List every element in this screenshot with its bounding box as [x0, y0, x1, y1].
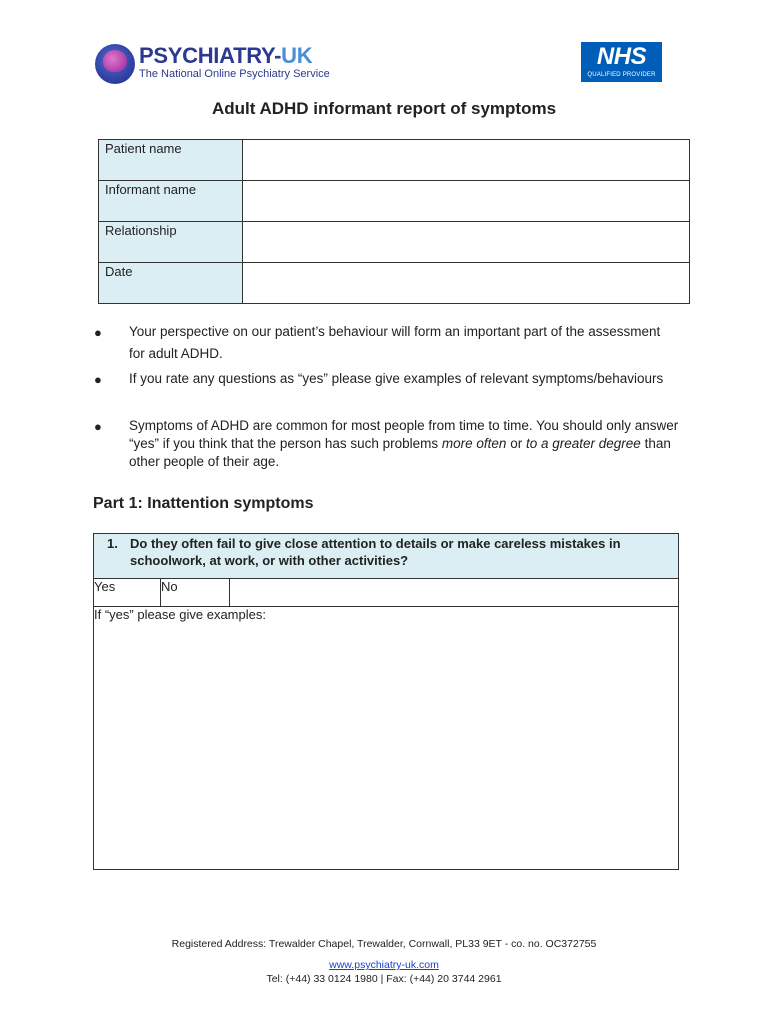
bullet-3-emphasis-2: to a greater degree: [525, 436, 641, 451]
informant-name-field[interactable]: [243, 181, 690, 222]
bullet-3-icon: ●: [94, 419, 102, 434]
brain-icon: [103, 50, 127, 72]
table-row: [99, 222, 690, 263]
page-title: Adult ADHD informant report of symptoms: [211, 99, 557, 118]
website-link[interactable]: www.psychiatry-uk.com: [329, 959, 439, 971]
date-label: Date: [99, 263, 243, 304]
bullet-2-text: If you rate any questions as “yes” please give examples of relevant symptoms/behaviours: [129, 371, 664, 386]
no-option[interactable]: No: [161, 579, 230, 607]
table-row: [99, 263, 690, 304]
question-1-number: 1.: [107, 536, 118, 551]
question-1-table: [93, 533, 679, 870]
nhs-logo-word: NHS: [596, 43, 647, 70]
logo-title: PSYCHIATRY-UK: [139, 43, 313, 68]
relationship-label: Relationship: [99, 222, 243, 263]
table-row: [94, 534, 679, 579]
footer-contact: Tel: (+44) 33 0124 1980 | Fax: (+44) 20 3744 2961: [266, 973, 502, 985]
relationship-field[interactable]: [243, 222, 690, 263]
footer-website-line: [0, 959, 768, 972]
bullet-2-icon: ●: [94, 372, 102, 387]
nhs-logo: [581, 42, 662, 82]
nhs-logo-subtitle: QUALIFIED PROVIDER: [587, 72, 656, 78]
bullet-3-text-part3: than other people of their age.: [129, 436, 671, 469]
logo-subtitle: The National Online Psychiatry Service: [139, 68, 330, 80]
bullet-3-emphasis-1: more often: [441, 436, 507, 451]
table-row: [94, 607, 679, 870]
bullet-3-text: [129, 417, 679, 471]
informant-name-label: Informant name: [99, 181, 243, 222]
bullet-1-text: Your perspective on our patient’s behaviour will form an important part of the assessment for adult ADHD.: [129, 324, 661, 361]
patient-name-field[interactable]: [243, 140, 690, 181]
examples-field[interactable]: [94, 607, 679, 870]
logo-title-suffix: UK: [281, 43, 313, 68]
patient-info-table: [98, 139, 690, 304]
table-row: [99, 140, 690, 181]
table-row: [94, 579, 679, 607]
part1-heading: Part 1: Inattention symptoms: [93, 495, 314, 512]
bullet-3-text-part1: Symptoms of ADHD are common for most people from time to time. You should only answer “yes” if you think that the person has such problems: [129, 418, 679, 451]
date-field[interactable]: [243, 263, 690, 304]
bullet-1-icon: ●: [94, 325, 102, 340]
examples-prompt: If “yes” please give examples:: [94, 607, 266, 622]
question-1-text: Do they often fail to give close attention to details or make careless mistakes in schoolwork, at work, or with other activities?: [130, 536, 621, 568]
question-1-header: [94, 534, 679, 579]
patient-name-label: Patient name: [99, 140, 243, 181]
yes-option[interactable]: Yes: [94, 579, 161, 607]
footer-address: Registered Address: Trewalder Chapel, Trewalder, Cornwall, PL33 9ET - co. no. OC372755: [171, 938, 597, 950]
question-1-block: [93, 533, 679, 870]
bullet-3-text-part2: or: [506, 436, 526, 451]
answer-spacer-cell: [230, 579, 679, 607]
table-row: [99, 181, 690, 222]
